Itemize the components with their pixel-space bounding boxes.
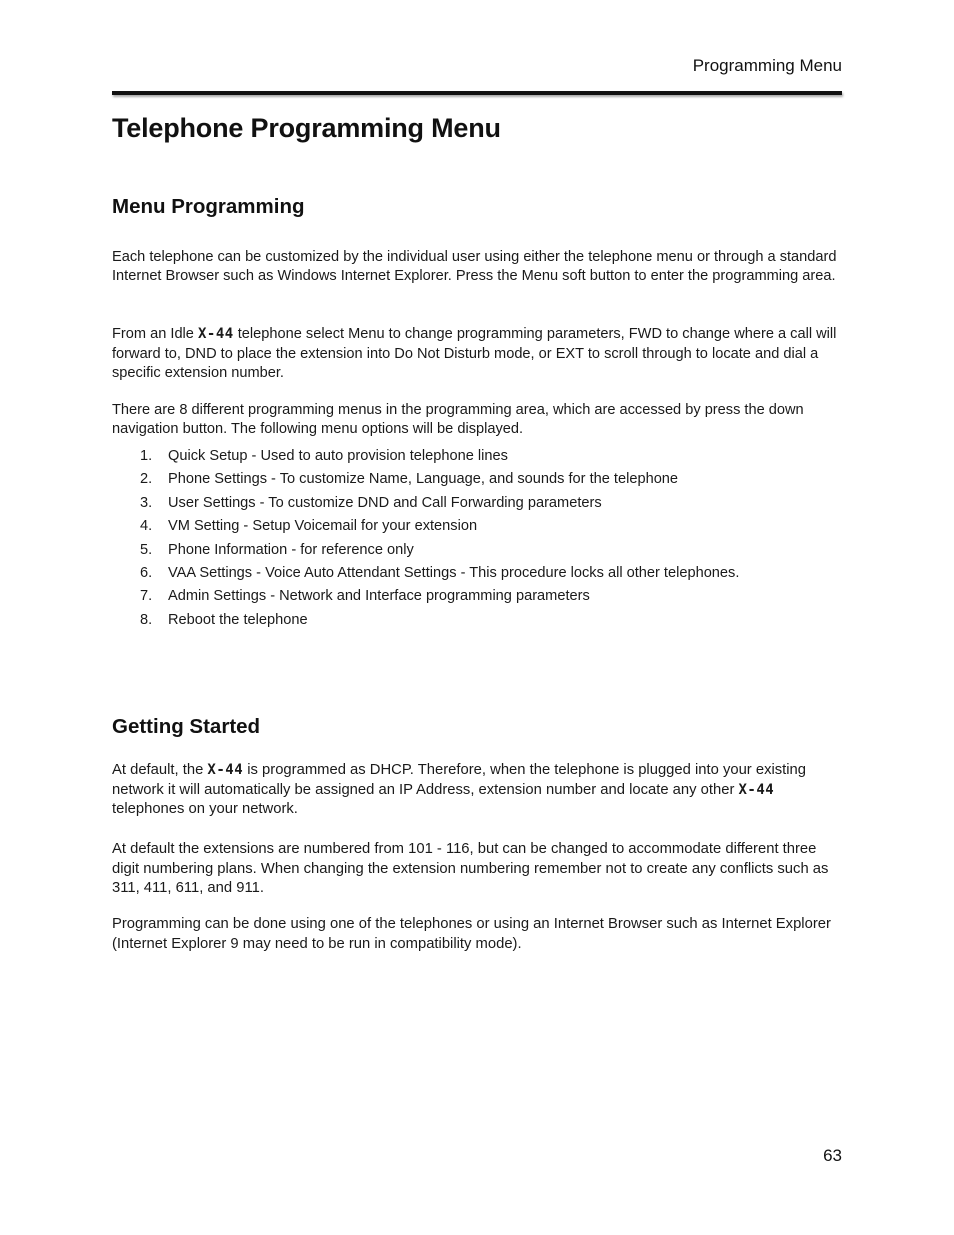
list-item-number: 7. [140,588,153,605]
list-item-text: Phone Settings - To customize Name, Language, and sounds for the telephone [168,471,679,488]
getting-started-paragraph-3: Programming can be done using one of the telephones or using an Internet Browser such as Internet Explorer (Internet Explorer 9 may need to be run in compatibility mode). [112,916,831,952]
list-item-number: 8. [140,611,153,628]
list-item-number: 3. [140,494,153,511]
list-item [112,447,842,470]
model-name: X-44 [207,762,244,778]
list-item-number: 5. [140,541,153,558]
page-title: Telephone Programming Menu [112,113,501,143]
model-name: X-44 [738,781,775,798]
menu-programming-paragraph-2 [112,325,842,384]
list-item [112,611,842,634]
paragraph-text: telephone select Menu to change programming parameters, FWD to change where a call will forward to, DND to place the extension into Do Not Disturb mode, or EXT to scroll through to locate and dial a specific extension number. [112,326,837,381]
menu-programming-paragraph-3: There are 8 different programming menus in the programming area, which are accessed by press the down navigation button. The following menu options will be displayed. [112,402,804,437]
list-item-number: 6. [140,564,153,581]
menu-programming-paragraph-1: Each telephone can be customized by the individual user using either the telephone menu or through a standard Internet Browser such as Windows Internet Explorer. Press the Menu soft button to enter the programming area. [112,249,837,284]
list-item [112,587,842,610]
list-item-number: 4. [140,518,153,535]
menu-programming-heading: Menu Programming [112,195,305,218]
list-item-text: Quick Setup - Used to auto provision telephone lines [168,448,508,464]
list-item [112,494,842,517]
list-item-text: VAA Settings - Voice Auto Attendant Settings - This procedure locks all other telephones. [168,564,740,581]
list-item-number: 1. [140,448,153,464]
getting-started-heading: Getting Started [112,715,261,738]
model-name: X-44 [197,326,234,342]
list-item [112,541,842,564]
list-item-number: 2. [140,471,153,488]
getting-started-paragraph-1 [112,761,842,820]
paragraph-text: At default, the [112,762,208,778]
list-item-text: Reboot the telephone [168,611,308,628]
paragraph-text: is programmed as DHCP. Therefore, when the telephone is plugged into your existing network it will automatically be assigned an IP Address, extension number and locate any other [112,762,807,798]
menu-options-list [112,447,842,634]
list-item [112,470,842,493]
page-number: 63 [823,1146,842,1165]
list-item-text: User Settings - To customize DND and Call Forwarding parameters [168,494,602,511]
list-item [112,517,842,540]
header-section-label: Programming Menu [692,56,842,75]
list-item-text: Phone Information - for reference only [168,541,414,558]
paragraph-text: telephones on your network. [112,801,298,817]
list-item-text: Admin Settings - Network and Interface programming parameters [168,588,590,605]
header-rule [112,91,842,95]
list-item-text: VM Setting - Setup Voicemail for your extension [168,518,478,535]
paragraph-text: From an Idle [112,326,198,342]
list-item [112,564,842,587]
getting-started-paragraph-2: At default the extensions are numbered from 101 - 116, but can be changed to accommodate different three digit numbering plans. When changing the extension numbering remember not to create any conflicts such as 311, 411, 611, and 911. [112,841,829,896]
